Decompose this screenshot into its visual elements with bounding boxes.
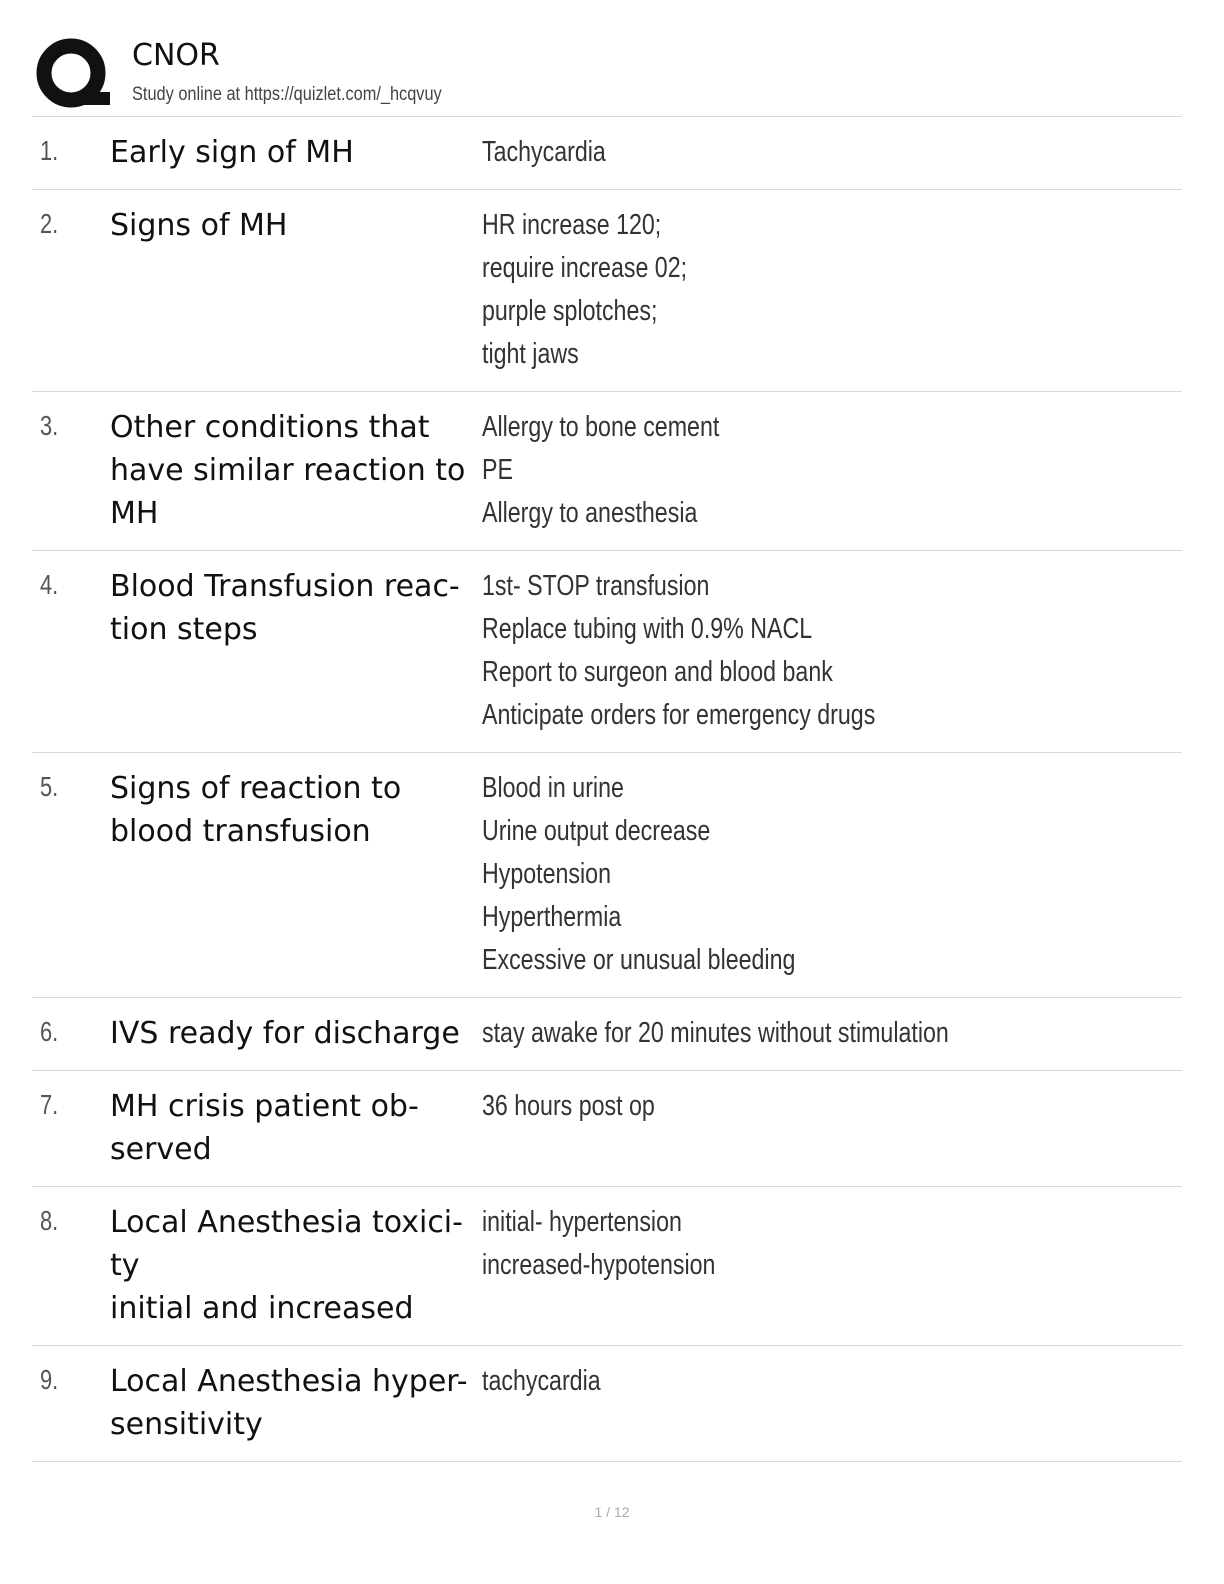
term-line: Blood Transfusion reac-: [110, 569, 460, 604]
definition-line: Excessive or unusual bleeding: [482, 944, 796, 976]
card-definition: [482, 1360, 1182, 1403]
card-definition: [482, 767, 1182, 982]
card-term: [110, 1085, 478, 1171]
term-line: initial and increased: [110, 1291, 414, 1326]
card-term: [110, 204, 478, 247]
card-number: 3.: [40, 410, 59, 441]
card-number: 6.: [40, 1016, 59, 1047]
card-number: 5.: [40, 771, 59, 802]
definition-line: initial- hypertension: [482, 1206, 682, 1238]
card-definition: [482, 1012, 1182, 1055]
card-term: [110, 1201, 478, 1330]
card-term: [110, 406, 478, 535]
card-definition: [482, 1085, 1182, 1128]
card-number: 2.: [40, 208, 59, 239]
definition-line: Urine output decrease: [482, 815, 711, 847]
card-term: [110, 565, 478, 651]
flashcard-row: [32, 1187, 1182, 1346]
flashcard-list: [32, 116, 1182, 1462]
term-line: MH crisis patient ob-: [110, 1089, 419, 1124]
term-line: MH: [110, 496, 159, 531]
definition-line: Allergy to bone cement: [482, 411, 720, 443]
term-line: IVS ready for discharge: [110, 1016, 460, 1051]
study-online-link[interactable]: Study online at https://quizlet.com/_hcqvuy: [132, 84, 442, 105]
card-definition: [482, 565, 1182, 737]
term-line: Other conditions that: [110, 410, 430, 445]
flashcard-row: [32, 753, 1182, 998]
definition-line: Blood in urine: [482, 772, 624, 804]
card-term: [110, 131, 478, 174]
definition-line: tachycardia: [482, 1365, 601, 1397]
page-title: CNOR: [132, 38, 220, 73]
definition-line: stay awake for 20 minutes without stimulation: [482, 1017, 949, 1049]
flashcard-row: [32, 998, 1182, 1071]
card-definition: [482, 1201, 1182, 1287]
page-number: 1 / 12: [594, 1504, 630, 1520]
definition-line: Tachycardia: [482, 136, 606, 168]
definition-line: Hypotension: [482, 858, 611, 890]
definition-line: Replace tubing with 0.9% NACL: [482, 613, 813, 645]
term-line: Local Anesthesia hyper-: [110, 1364, 468, 1399]
term-line: Signs of MH: [110, 208, 288, 243]
flashcard-row: [32, 551, 1182, 753]
flashcard-row: [32, 1071, 1182, 1187]
term-line: Local Anesthesia toxici-: [110, 1205, 463, 1240]
definition-line: Hyperthermia: [482, 901, 622, 933]
definition-line: Anticipate orders for emergency drugs: [482, 699, 876, 731]
term-line: served: [110, 1132, 212, 1167]
definition-line: Report to surgeon and blood bank: [482, 656, 833, 688]
flashcard-row: [32, 190, 1182, 392]
card-definition: [482, 406, 1182, 535]
card-definition: [482, 204, 1182, 376]
definition-line: Allergy to anesthesia: [482, 497, 698, 529]
term-line: have similar reaction to: [110, 453, 466, 488]
card-number: 9.: [40, 1364, 59, 1395]
term-line: tion steps: [110, 612, 258, 647]
quizlet-q-logo-icon: [34, 36, 112, 114]
term-line: ty: [110, 1248, 140, 1283]
card-number: 4.: [40, 569, 59, 600]
page-header: [34, 34, 1182, 116]
definition-line: require increase 02;: [482, 252, 688, 284]
card-term: [110, 1012, 478, 1055]
definition-line: HR increase 120;: [482, 209, 662, 241]
term-line: Early sign of MH: [110, 135, 354, 170]
term-line: Signs of reaction to: [110, 771, 402, 806]
definition-line: purple splotches;: [482, 295, 658, 327]
definition-line: 1st- STOP transfusion: [482, 570, 710, 602]
card-term: [110, 767, 478, 853]
term-line: blood transfusion: [110, 814, 371, 849]
definition-line: increased-hypotension: [482, 1249, 716, 1281]
flashcard-row: [32, 1346, 1182, 1462]
flashcard-row: [32, 117, 1182, 190]
flashcard-row: [32, 392, 1182, 551]
term-line: sensitivity: [110, 1407, 263, 1442]
definition-line: tight jaws: [482, 338, 579, 370]
card-number: 1.: [40, 135, 59, 166]
card-definition: [482, 131, 1182, 174]
card-term: [110, 1360, 478, 1446]
card-number: 8.: [40, 1205, 59, 1236]
definition-line: 36 hours post op: [482, 1090, 655, 1122]
card-number: 7.: [40, 1089, 59, 1120]
definition-line: PE: [482, 454, 513, 486]
